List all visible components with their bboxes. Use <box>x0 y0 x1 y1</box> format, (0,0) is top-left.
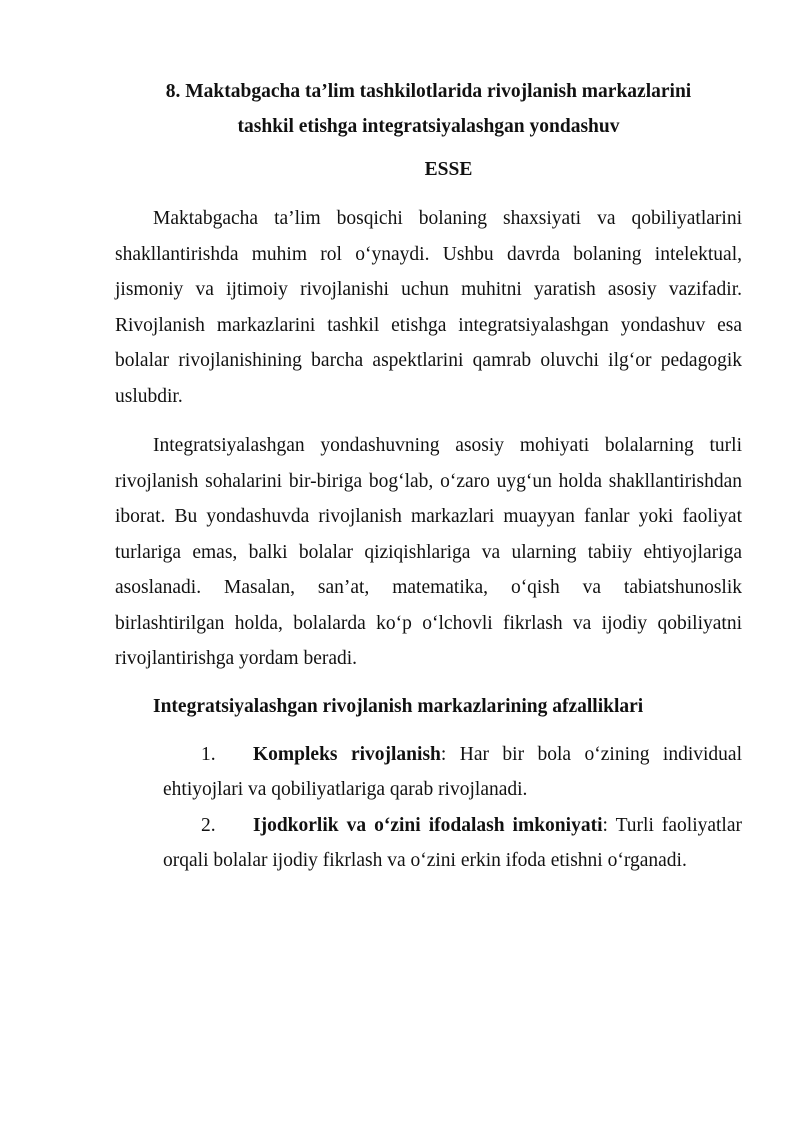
list-item-number: 1. <box>201 743 216 765</box>
list-item-text: : Turli faoliyatlar orqali bolalar ijodiy fikrlash va o‘zini erkin ifoda etishni o‘rganadi. <box>163 814 742 871</box>
list-item-number: 2. <box>201 814 216 836</box>
document-title <box>115 74 742 144</box>
list-item <box>163 737 742 808</box>
list-item-term: Ijodkorlik va o‘zini ifodalash imkoniyati <box>253 814 603 836</box>
document-page <box>115 74 742 879</box>
paragraph-1: Maktabgacha ta’lim bosqichi bolaning shaxsiyati va qobiliyatlarini shakllantirishda muhim rol o‘ynaydi. Ushbu davrda bolaning intelektual, jismoniy va ijtimoiy rivojlanishi uchun muhitni yaratish asosiy vazifadir. Rivojlanish markazlarini tashkil etishga integratsiyalashgan yondashuv esa bolalar rivojlanishining barcha aspektlarini qamrab oluvchi ilg‘or pedagogik uslubdir. <box>115 208 742 407</box>
list-item-text: : Har bir bola o‘zining individual ehtiyojlari va qobiliyatlariga qarab rivojlanadi. <box>163 743 742 800</box>
list-item-term: Kompleks rivojlanish <box>253 743 441 765</box>
numbered-list <box>163 737 742 879</box>
subheading: Integratsiyalashgan rivojlanish markazlarining afzalliklari <box>153 695 644 717</box>
title-line-1: 8. Maktabgacha ta’lim tashkilotlarida rivojlanish markazlarini <box>165 81 692 102</box>
esse-heading: ESSE <box>424 159 473 180</box>
paragraph-2: Integratsiyalashgan yondashuvning asosiy mohiyati bolalarning turli rivojlanish sohalarini bir-biriga bog‘lab, o‘zaro uyg‘un holda shakllantirishdan iborat. Bu yondashuvda rivojlanish markazlari muayyan fanlar yoki faoliyat turlariga emas, balki bolalar qiziqishlariga va ularning tabiiy ehtiyojlariga asoslanadi. Masalan, san’at, matematika, o‘qish va tabiatshunoslik birlashtirilgan holda, bolalarda ko‘p o‘lchovli fikrlash va ijodiy qobiliyatni rivojlantirishga yordam beradi. <box>115 435 742 669</box>
title-line-2: tashkil etishga integratsiyalashgan yondashuv <box>237 116 620 137</box>
list-item <box>163 808 742 879</box>
